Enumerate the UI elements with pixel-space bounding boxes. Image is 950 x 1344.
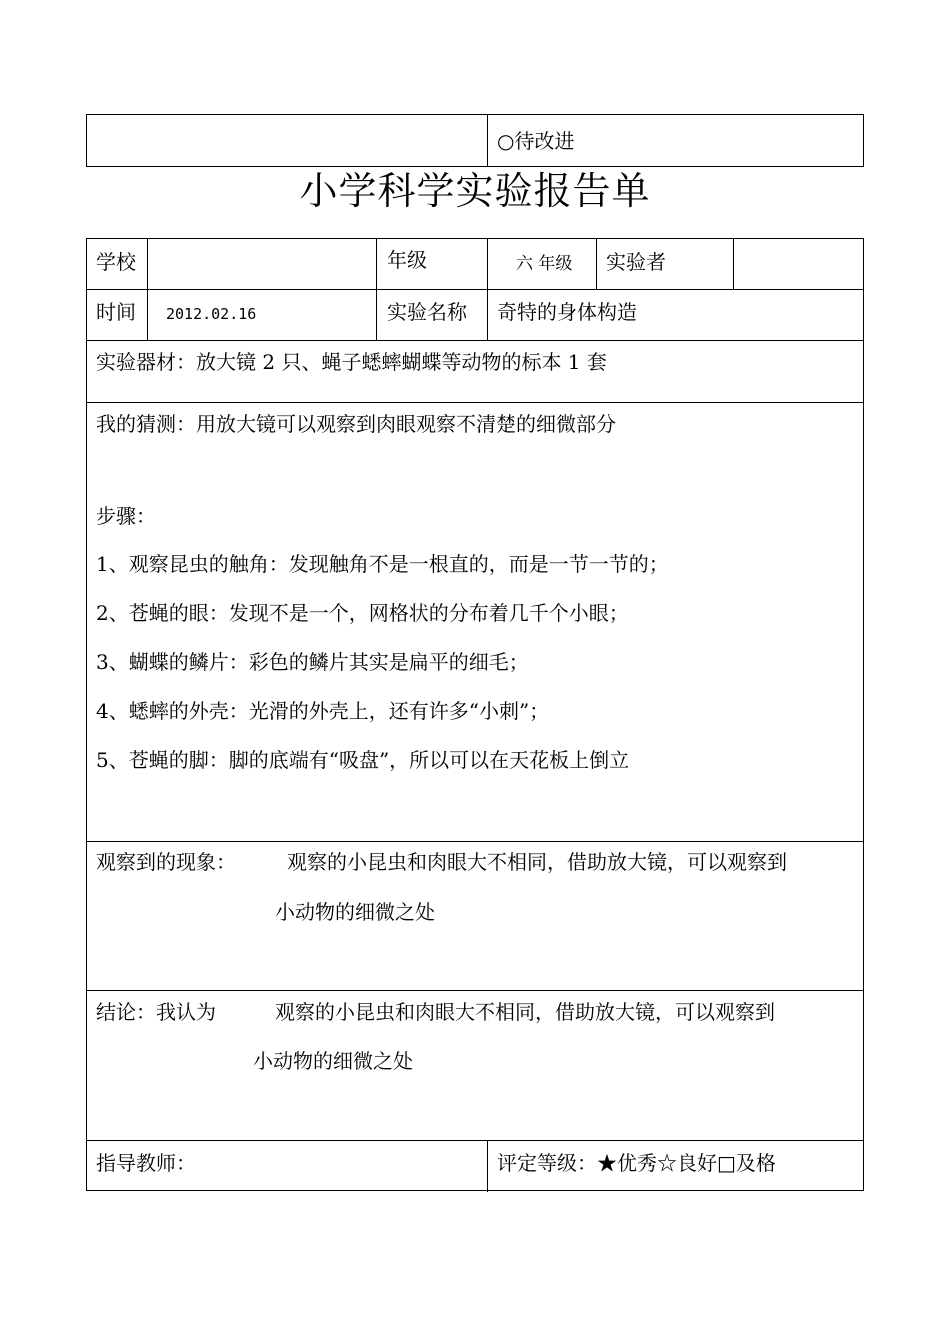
col-divider: [376, 239, 377, 289]
conclusion-line: 观察的小昆虫和肉眼大不相同，借助放大镜，可以观察到: [275, 1000, 775, 1024]
grade-label: 年级: [387, 248, 427, 272]
experimenter-label: 实验者: [606, 250, 666, 274]
col-divider: [147, 289, 148, 340]
row-divider: [87, 289, 863, 290]
row-divider: [87, 990, 863, 991]
time-label: 时间: [96, 300, 136, 324]
col-divider: [147, 239, 148, 289]
col-divider: [733, 239, 734, 289]
time-value: 2012.02.16: [166, 305, 257, 323]
step-item: 5、苍蝇的脚：脚的底端有“吸盘”，所以可以在天花板上倒立: [96, 748, 630, 772]
step-item: 1、观察昆虫的触角：发现触角不是一根直的，而是一节一节的；: [96, 552, 669, 576]
rating-text: 评定等级：★优秀☆良好□及格: [497, 1151, 776, 1175]
status-text: ○待改进: [497, 129, 575, 153]
table-divider: [487, 115, 488, 166]
col-divider: [596, 239, 597, 289]
step-item: 3、蝴蝶的鳞片：彩色的鳞片其实是扁平的细毛；: [96, 650, 529, 674]
report-table: [86, 238, 864, 1191]
page-title: 小学科学实验报告单: [299, 169, 651, 213]
experiment-name-value: 奇特的身体构造: [497, 300, 637, 324]
experiment-name-label: 实验名称: [387, 300, 467, 324]
row-divider: [87, 402, 863, 403]
row-divider: [87, 841, 863, 842]
teacher-label: 指导教师：: [96, 1151, 196, 1175]
col-divider: [487, 1140, 488, 1192]
equipment-text: 实验器材：放大镜 2 只、蝇子蟋蟀蝴蝶等动物的标本 1 套: [96, 350, 607, 374]
step-item: 4、蟋蟀的外壳：光滑的外壳上，还有许多“小刺”；: [96, 699, 550, 723]
observation-line: 小动物的细微之处: [275, 900, 435, 924]
observation-line: 观察的小昆虫和肉眼大不相同，借助放大镜，可以观察到: [287, 850, 787, 874]
row-divider: [87, 1140, 863, 1141]
grade-value: 六 年级: [516, 254, 573, 274]
col-divider: [487, 239, 488, 289]
observation-label: 观察到的现象：: [96, 850, 236, 874]
col-divider: [376, 289, 377, 340]
conclusion-line: 小动物的细微之处: [253, 1049, 413, 1073]
step-item: 2、苍蝇的眼：发现不是一个，网格状的分布着几千个小眼；: [96, 601, 629, 625]
steps-label: 步骤：: [96, 504, 156, 528]
row-divider: [87, 340, 863, 341]
guess-text: 我的猜测：用放大镜可以观察到肉眼观察不清楚的细微部分: [96, 412, 616, 436]
school-label: 学校: [96, 250, 136, 274]
conclusion-label: 结论：我认为: [96, 1000, 216, 1024]
col-divider: [487, 289, 488, 340]
